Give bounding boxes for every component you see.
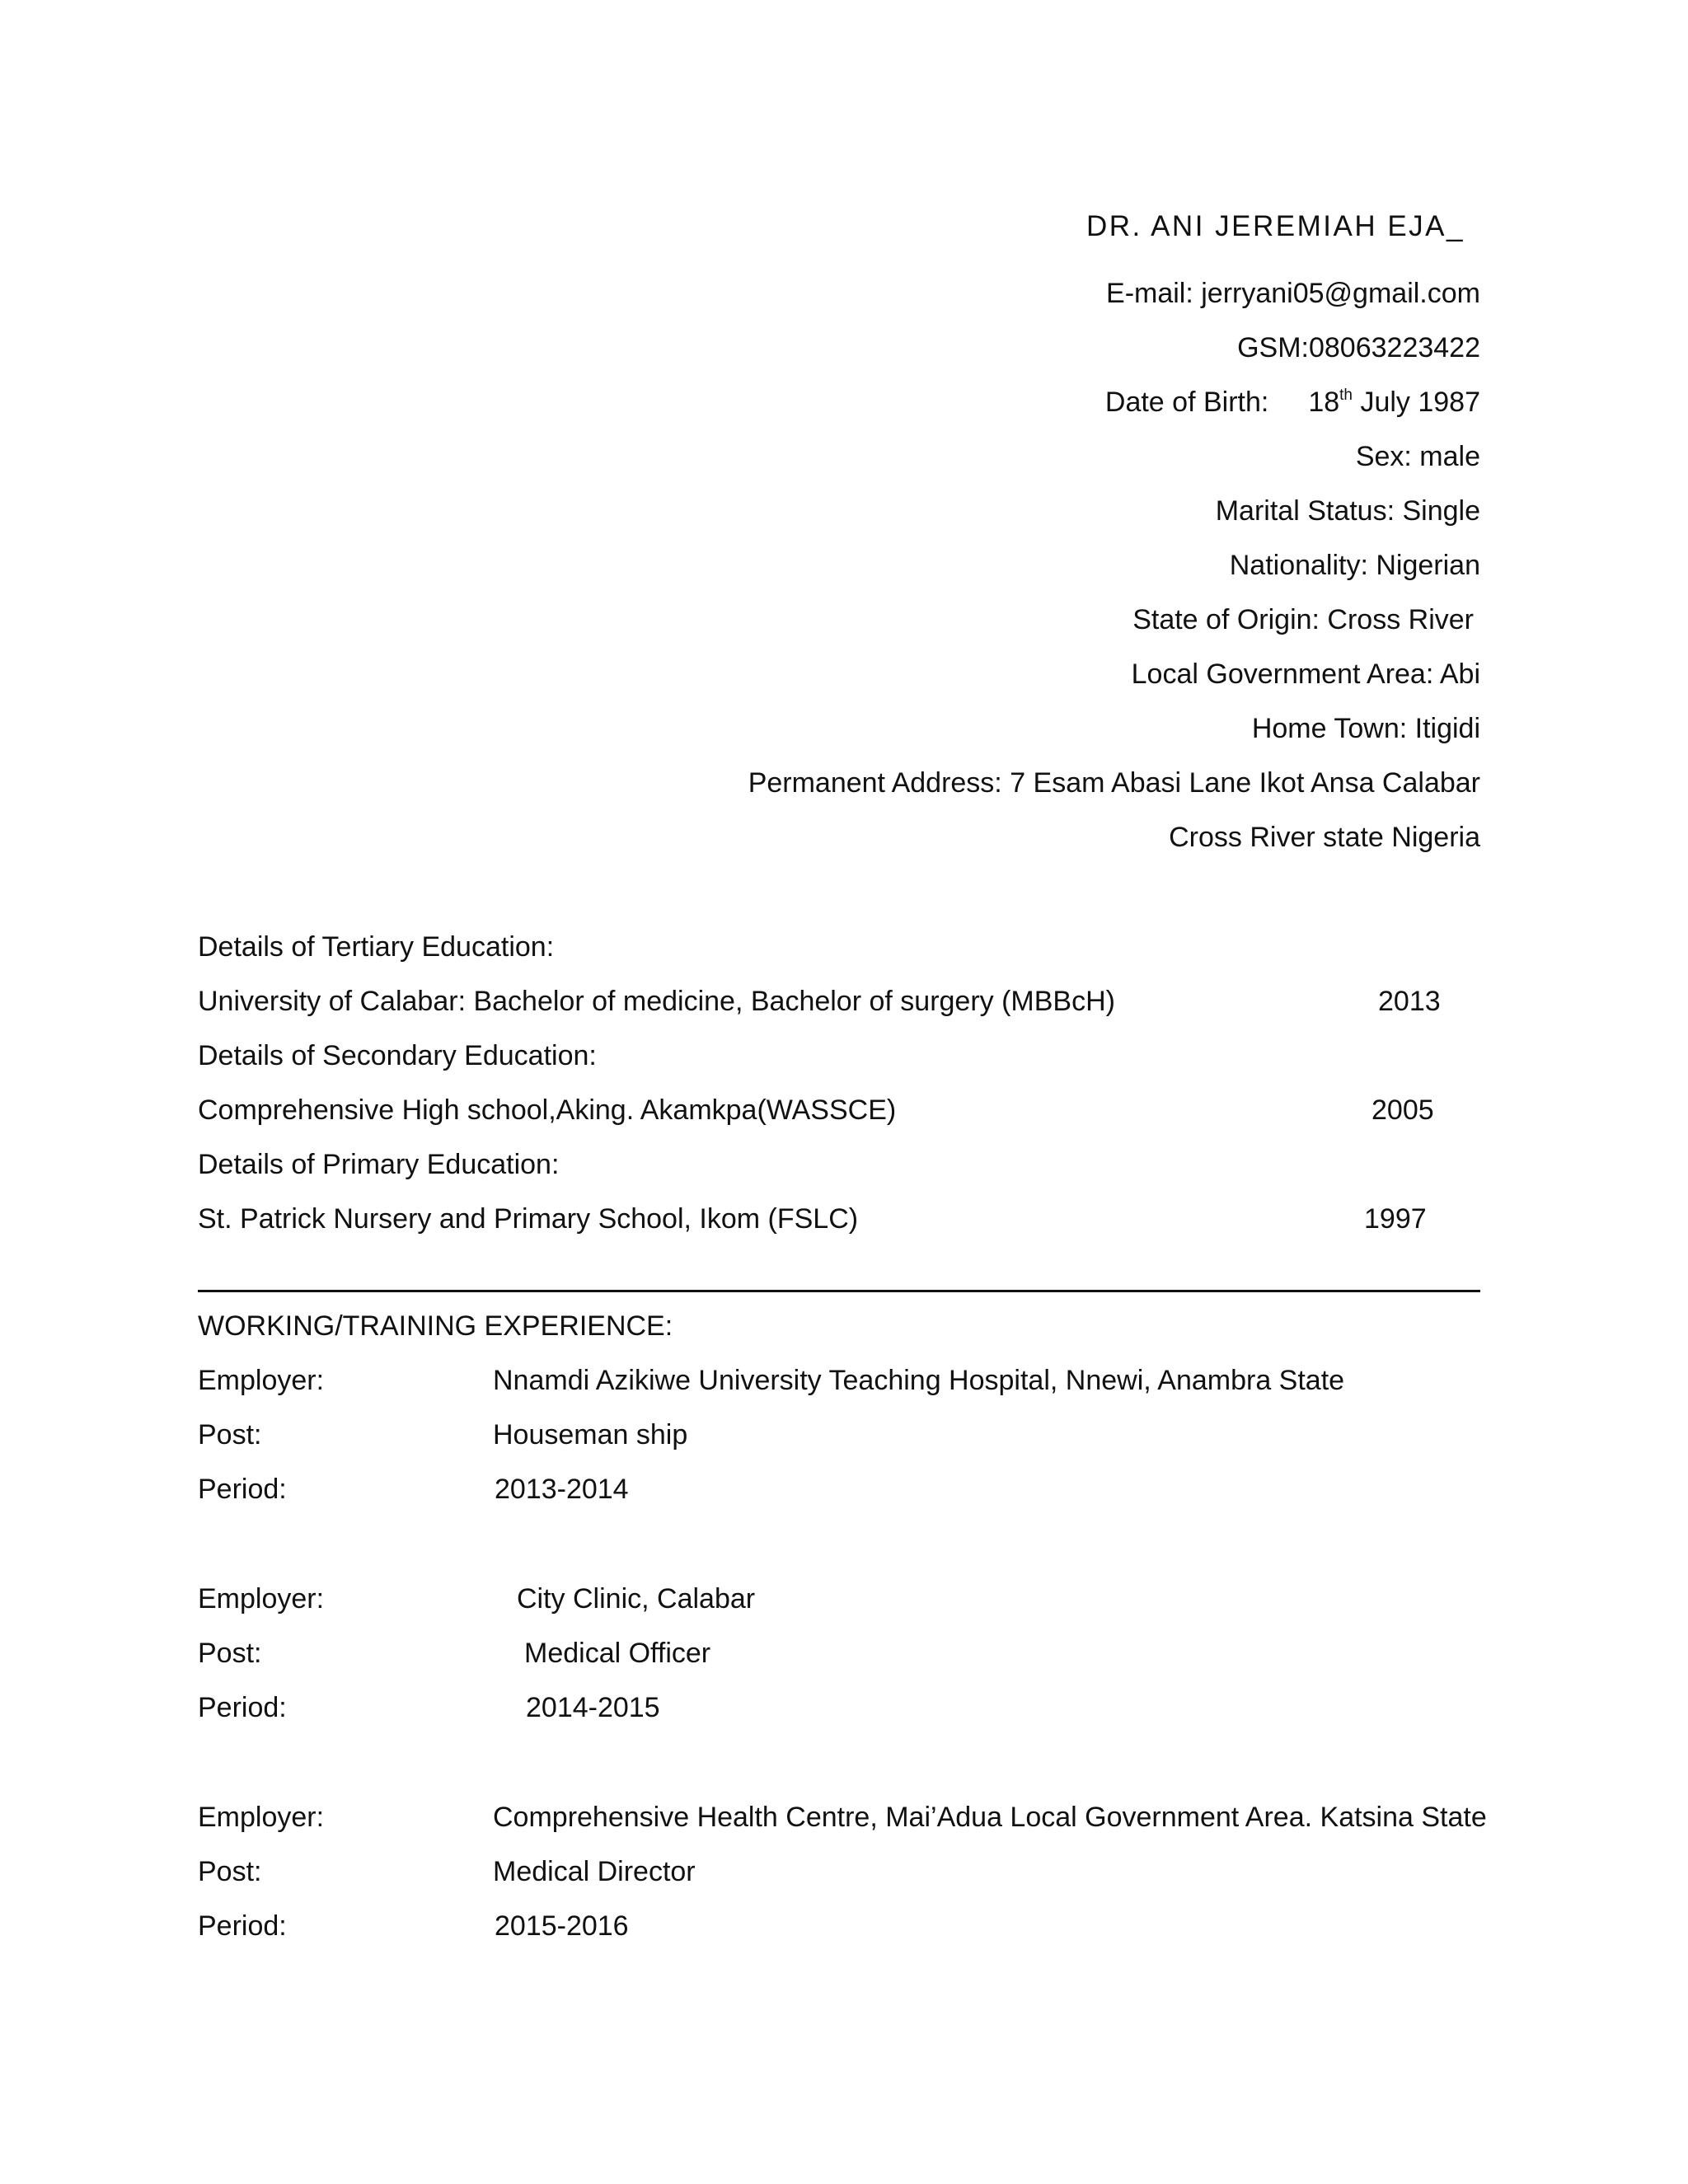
experience-heading: WORKING/TRAINING EXPERIENCE: [198,1310,673,1342]
dob-label: Date of Birth: [1104,387,1269,418]
address-line-2: Cross River state Nigeria [1169,822,1480,853]
primary-heading: Details of Primary Education: [198,1149,560,1180]
secondary-entry: Comprehensive High school,Aking. Akamkpa(WASSCE) [198,1094,897,1126]
job-2-employer: City Clinic, Calabar [517,1583,756,1615]
state-of-origin-line: State of Origin: Cross River [1132,604,1474,635]
candidate-name: DR. ANI JEREMIAH EJA_ [1086,210,1465,242]
email-line: E-mail: jerryani05@gmail.com [1106,278,1480,309]
job-2-period: 2014-2015 [526,1692,660,1723]
nationality-line: Nationality: Nigerian [1229,550,1480,581]
tertiary-year: 2013 [1378,986,1441,1017]
job-3-post-label: Post: [198,1856,262,1887]
secondary-heading: Details of Secondary Education: [198,1040,597,1071]
job-2-post: Medical Officer [524,1638,711,1669]
tertiary-entry: University of Calabar: Bachelor of medicine, Bachelor of surgery (MBBcH) [198,986,1115,1017]
dob-suffix: th [1339,386,1353,404]
primary-entry: St. Patrick Nursery and Primary School, Ikom (FSLC) [198,1203,859,1235]
dob-rest: July 1987 [1360,387,1480,418]
job-1-post-label: Post: [198,1419,262,1451]
job-1-employer: Nnamdi Azikiwe University Teaching Hospital, Nnewi, Anambra State [493,1365,1345,1396]
address-line-1: Permanent Address: 7 Esam Abasi Lane Ikot Ansa Calabar [748,767,1480,799]
home-town-line: Home Town: Itigidi [1251,713,1480,744]
job-1-period-label: Period: [198,1474,287,1505]
job-3-period-label: Period: [198,1910,287,1942]
job-2-period-label: Period: [198,1692,287,1723]
job-1-employer-label: Employer: [198,1365,325,1396]
sex-line: Sex: male [1355,441,1480,472]
job-3-period: 2015-2016 [495,1910,629,1942]
marital-status-line: Marital Status: Single [1215,495,1480,527]
job-1-post: Houseman ship [493,1419,688,1451]
dob-day: 18 [1308,387,1340,418]
job-3-employer: Comprehensive Health Centre, Mai’Adua Local Government Area. Katsina State [493,1802,1487,1833]
job-1-period: 2013-2014 [495,1474,629,1505]
lga-line: Local Government Area: Abi [1131,658,1480,690]
gsm-line: GSM:08063223422 [1237,332,1480,363]
job-2-employer-label: Employer: [198,1583,325,1615]
job-2-post-label: Post: [198,1638,262,1669]
tertiary-heading: Details of Tertiary Education: [198,931,555,963]
dob-line [1105,387,1480,419]
section-divider [198,1290,1480,1292]
job-3-post: Medical Director [493,1856,696,1887]
primary-year: 1997 [1364,1203,1427,1235]
job-3-employer-label: Employer: [198,1802,325,1833]
secondary-year: 2005 [1372,1094,1434,1126]
